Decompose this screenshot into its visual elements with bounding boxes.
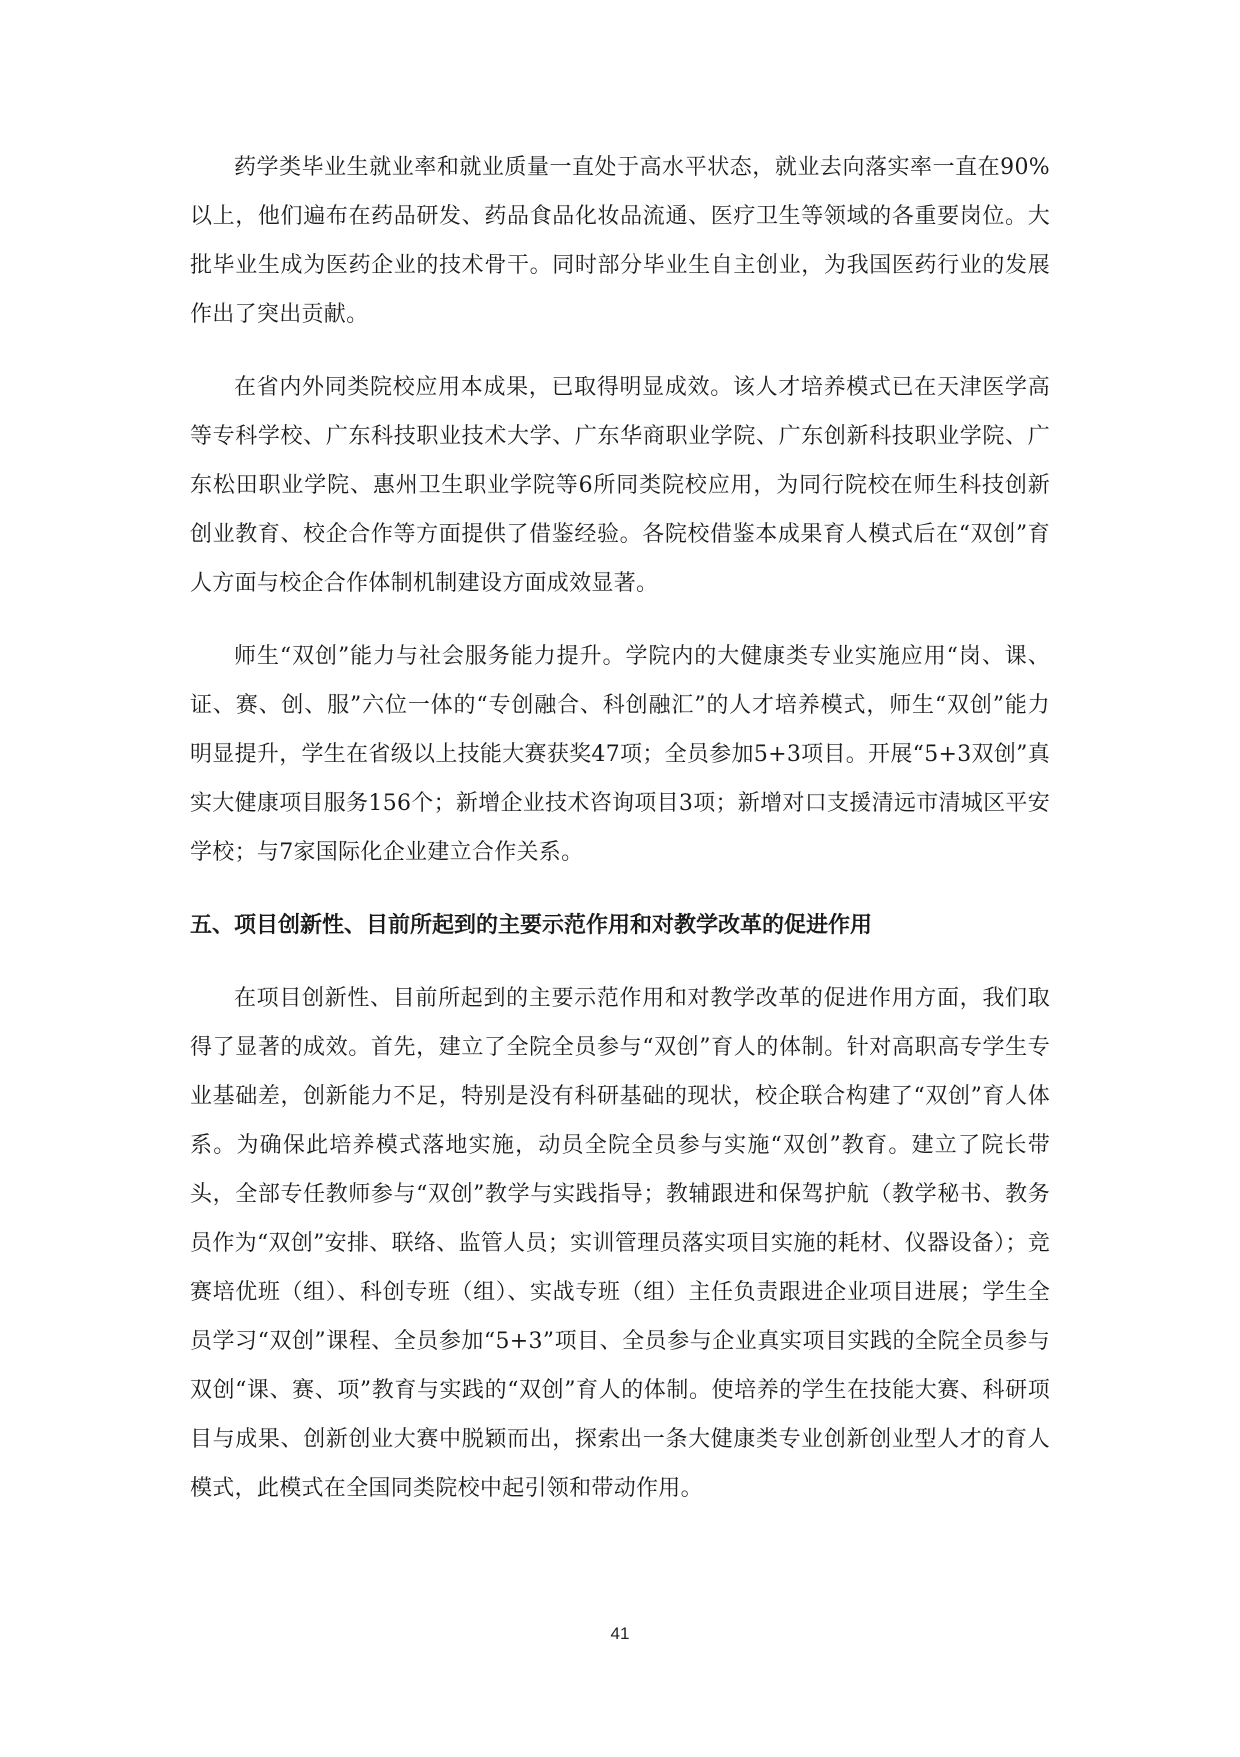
- paragraph-application: 在省内外同类院校应用本成果，已取得明显成效。该人才培养模式已在天津医学高等专科学校、广东科技职业技术大学、广东华商职业学院、广东创新科技职业学院、广东松田职业学院、惠州卫生职业学院等6所同类院校应用，为同行院校在师生科技创新创业教育、校企合作等方面提供了借鉴经验。各院校借鉴本成果育人模式后在“双创”育人方面与校企合作体制机制建设方面成效显著。: [190, 375, 1050, 596]
- paragraph-employment: 药学类毕业生就业率和就业质量一直处于高水平状态，就业去向落实率一直在90%以上，他们遍布在药品研发、药品食品化妆品流通、医疗卫生等领域的各重要岗位。大批毕业生成为医药企业的技术骨干。同时部分毕业生自主创业，为我国医药行业的发展作出了突出贡献。: [190, 155, 1050, 327]
- paragraph-capability: 师生“双创”能力与社会服务能力提升。学院内的大健康类专业实施应用“岗、课、证、赛、创、服”六位一体的“专创融合、科创融汇”的人才培养模式，师生“双创”能力明显提升，学生在省级以上技能大赛获奖47项；全员参加5+3项目。开展“5+3双创”真实大健康项目服务156个；新增企业技术咨询项目3项；新增对口支援清远市清城区平安学校；与7家国际化企业建立合作关系。: [190, 644, 1050, 865]
- page-body: [190, 143, 1050, 1537]
- page-number: 41: [610, 1624, 630, 1643]
- section-heading: 五、项目创新性、目前所起到的主要示范作用和对教学改革的促进作用: [190, 913, 873, 938]
- paragraph-innovation: 在项目创新性、目前所起到的主要示范作用和对教学改革的促进作用方面，我们取得了显著的成效。首先，建立了全院全员参与“双创”育人的体制。针对高职高专学生专业基础差，创新能力不足，特别是没有科研基础的现状，校企联合构建了“双创”育人体系。为确保此培养模式落地实施，动员全院全员参与实施“双创”教育。建立了院长带头，全部专任教师参与“双创”教学与实践指导；教辅跟进和保驾护航（教学秘书、教务员作为“双创”安排、联络、监管人员；实训管理员落实项目实施的耗材、仪器设备）；竞赛培优班（组）、科创专班（组）、实战专班（组）主任负责跟进企业项目进展；学生全员学习“双创”课程、全员参加“5+3”项目、全员参与企业真实项目实践的全院全员参与双创“课、赛、项”教育与实践的“双创”育人的体制。使培养的学生在技能大赛、科研项目与成果、创新创业大赛中脱颖而出，探索出一条大健康类专业创新创业型人才的育人模式，此模式在全国同类院校中起引领和带动作用。: [190, 986, 1050, 1501]
